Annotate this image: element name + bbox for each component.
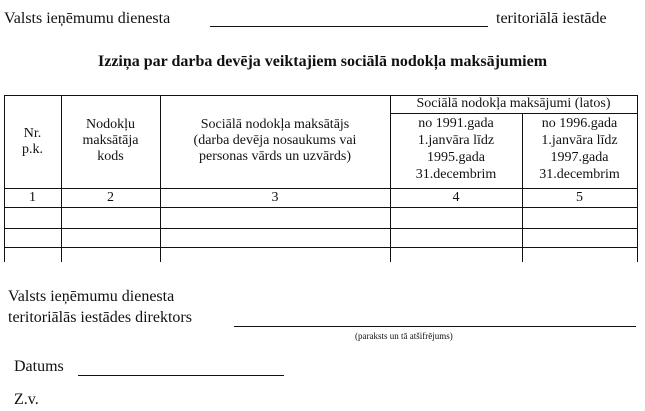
table-row-empty-1[interactable] [5,208,637,227]
director-label-line2: teritoriālās iestādes direktors [8,309,192,326]
director-label-line1: Valsts ieņēmumu dienesta [8,288,175,305]
group-header-divider [390,113,637,114]
table-row-empty-2[interactable] [5,229,637,246]
document-title: Izziņa par darba devēja veiktajiem sociālā nodokļa maksājumiem [97,53,548,70]
col-period1-header: no 1991.gada 1.janvāra līdz 1995.gada 31.decembrim [415,116,497,182]
col-number-2: 2 [107,190,114,205]
col-payer-header: Sociālā nodokļa maksātājs (darba devēja nosaukums vai personas vārds un uzvārds) [193,117,357,164]
group-header: Sociālā nodokļa maksājumi (latos) [416,96,611,111]
col-number-4: 4 [452,190,460,205]
col-number-1: 1 [29,190,36,205]
authority-label: Valsts ieņēmumu dienesta [4,10,171,27]
col-nr-header: Nr. p.k. [22,126,43,157]
table-row-empty-3[interactable] [5,248,637,262]
table-right-border [637,95,638,262]
col-code-header: Nodokļu maksātāja kods [82,117,139,164]
signature-hint: (paraksts un tā atšifrējums) [355,331,453,341]
col-number-3: 3 [271,190,279,205]
authority-name-line[interactable] [210,26,488,27]
col-number-5: 5 [576,190,583,205]
header-bottom-border [4,188,637,189]
col-period2-header: no 1996.gada 1.janvāra līdz 1997.gada 31.decembrim [539,116,620,182]
date-line[interactable] [78,375,284,376]
date-label: Datums [14,358,64,375]
authority-suffix-label: teritoriālā iestāde [496,10,607,27]
stamp-label: Z.v. [14,391,39,408]
signature-line[interactable] [234,326,636,327]
